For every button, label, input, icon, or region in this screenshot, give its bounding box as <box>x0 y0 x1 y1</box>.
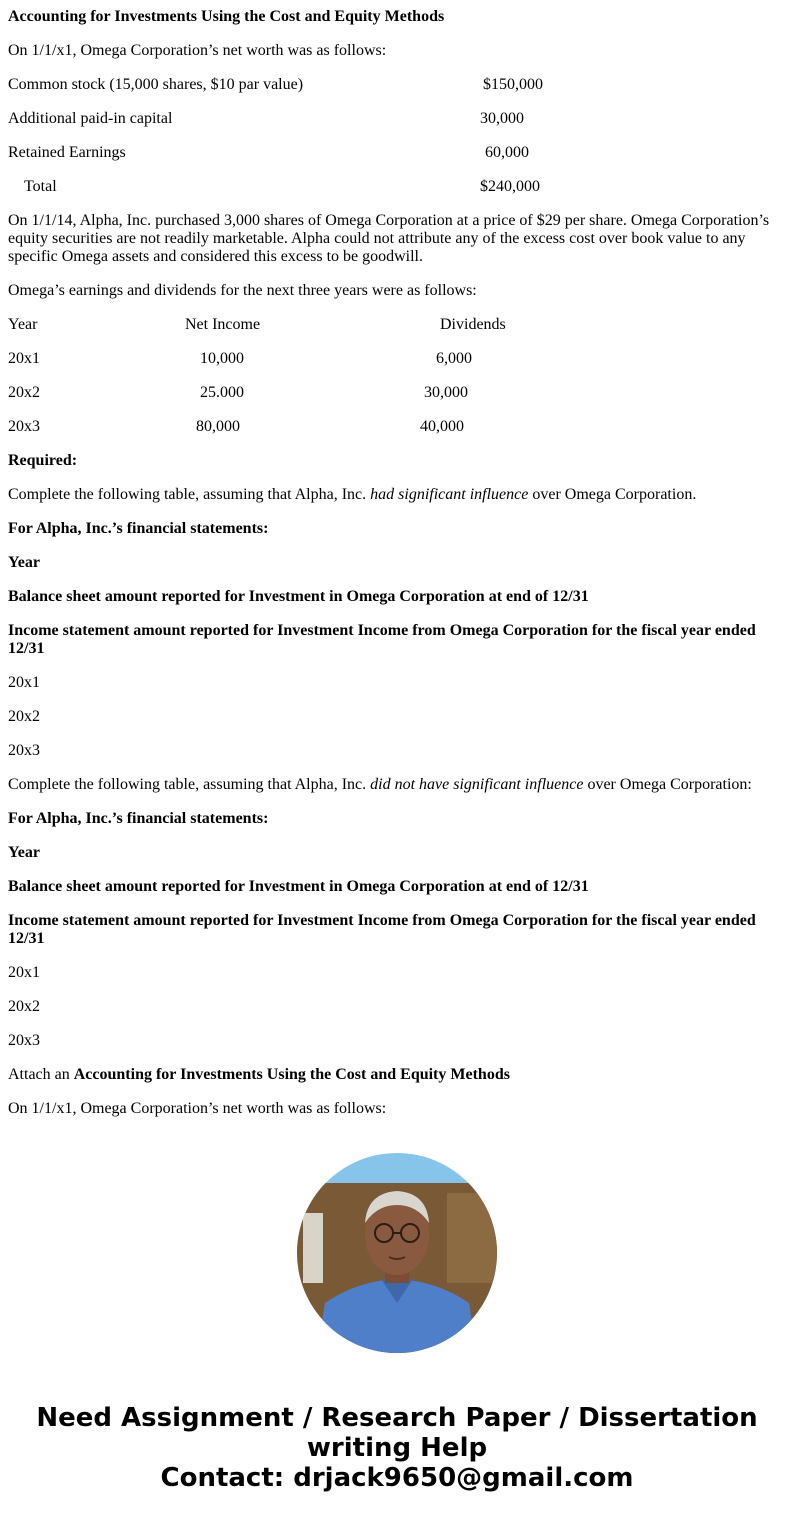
section2-instruction <box>8 776 786 794</box>
earnings-net-income: 80,000 <box>196 418 240 435</box>
earnings-header-row <box>8 316 786 334</box>
earnings-row <box>8 384 786 402</box>
earnings-row <box>8 418 786 436</box>
net-worth-label: Additional paid-in capital <box>8 110 173 127</box>
wood-panel-right <box>447 1193 497 1283</box>
author-photo <box>297 1153 497 1353</box>
earnings-year: 20x1 <box>8 350 40 367</box>
net-worth-intro: On 1/1/x1, Omega Corporation’s net worth was as follows: <box>8 42 387 59</box>
banner-line-1: Need Assignment / Research Paper / Dissertation <box>36 1403 758 1433</box>
net-worth-amount: $150,000 <box>483 76 543 93</box>
section2-lead: Complete the following table, assuming that Alpha, Inc. <box>8 776 371 793</box>
earnings-dividends: 40,000 <box>420 418 464 435</box>
earnings-year: 20x2 <box>8 384 40 401</box>
purchase-paragraph: On 1/1/14, Alpha, Inc. purchased 3,000 shares of Omega Corporation at a price of $29 per share. Omega Corporation’s equity securities are not readily marketable. Alpha could not attribute any of the excess cost over book value to any specific Omega assets and considered this excess to be goodwill. <box>8 212 770 265</box>
section2-year-heading: Year <box>8 844 40 861</box>
earnings-year: 20x3 <box>8 418 40 435</box>
section1-statements-heading: For Alpha, Inc.’s financial statements: <box>8 520 269 537</box>
net-worth-label: Total <box>24 178 57 195</box>
section2-year: 20x1 <box>8 964 40 981</box>
section2-income-heading: Income statement amount reported for Investment Income from Omega Corporation for the fiscal year ended 12/31 <box>8 912 756 947</box>
section1-lead: Complete the following table, assuming that Alpha, Inc. <box>8 486 371 503</box>
section1-year: 20x2 <box>8 708 40 725</box>
earnings-net-income: 25.000 <box>200 384 244 401</box>
earnings-dividends: 6,000 <box>436 350 472 367</box>
contact-banner <box>0 1403 794 1493</box>
section1-year: 20x3 <box>8 742 40 759</box>
section2-emphasis: did not have significant influence <box>370 776 584 793</box>
closing-intro: On 1/1/x1, Omega Corporation’s net worth was as follows: <box>8 1100 387 1117</box>
net-worth-label: Retained Earnings <box>8 144 126 161</box>
net-worth-total-row <box>8 178 786 196</box>
section2-statements-heading: For Alpha, Inc.’s financial statements: <box>8 810 269 827</box>
net-worth-amount: 60,000 <box>485 144 529 161</box>
section2-tail: over Omega Corporation: <box>583 776 752 793</box>
earnings-dividends: 30,000 <box>424 384 468 401</box>
author-portrait-image <box>297 1153 497 1353</box>
earnings-header-net-income: Net Income <box>185 316 261 333</box>
section1-instruction <box>8 486 786 504</box>
net-worth-row <box>8 110 786 128</box>
attach-bold-title: Accounting for Investments Using the Cost and Equity Methods <box>73 1066 510 1083</box>
net-worth-amount: $240,000 <box>480 178 540 195</box>
earnings-header-dividends: Dividends <box>440 316 506 333</box>
section1-income-heading: Income statement amount reported for Investment Income from Omega Corporation for the fiscal year ended 12/31 <box>8 622 756 657</box>
section2-balance-heading: Balance sheet amount reported for Investment in Omega Corporation at end of 12/31 <box>8 878 589 895</box>
document <box>8 8 786 1134</box>
banner-contact-email: Contact: drjack9650@gmail.com <box>160 1463 634 1493</box>
net-worth-row <box>8 76 786 94</box>
attach-line <box>8 1066 786 1084</box>
net-worth-row <box>8 144 786 162</box>
section1-tail: over Omega Corporation. <box>528 486 697 503</box>
attach-prefix: Attach an <box>8 1066 74 1083</box>
section1-year-heading: Year <box>8 554 40 571</box>
document-title: Accounting for Investments Using the Cost and Equity Methods <box>8 8 445 25</box>
banner-line-2: writing Help <box>306 1433 488 1463</box>
required-label: Required: <box>8 452 78 469</box>
section2-year: 20x3 <box>8 1032 40 1049</box>
section1-balance-heading: Balance sheet amount reported for Investment in Omega Corporation at end of 12/31 <box>8 588 589 605</box>
earnings-row <box>8 350 786 368</box>
earnings-header-year: Year <box>8 316 38 333</box>
net-worth-label: Common stock (15,000 shares, $10 par value) <box>8 76 304 93</box>
net-worth-amount: 30,000 <box>480 110 524 127</box>
section1-year: 20x1 <box>8 674 40 691</box>
section2-year: 20x2 <box>8 998 40 1015</box>
earnings-intro: Omega’s earnings and dividends for the next three years were as follows: <box>8 282 477 299</box>
wall-switch-panel <box>303 1213 323 1283</box>
earnings-net-income: 10,000 <box>200 350 244 367</box>
section1-emphasis: had significant influence <box>370 486 529 503</box>
